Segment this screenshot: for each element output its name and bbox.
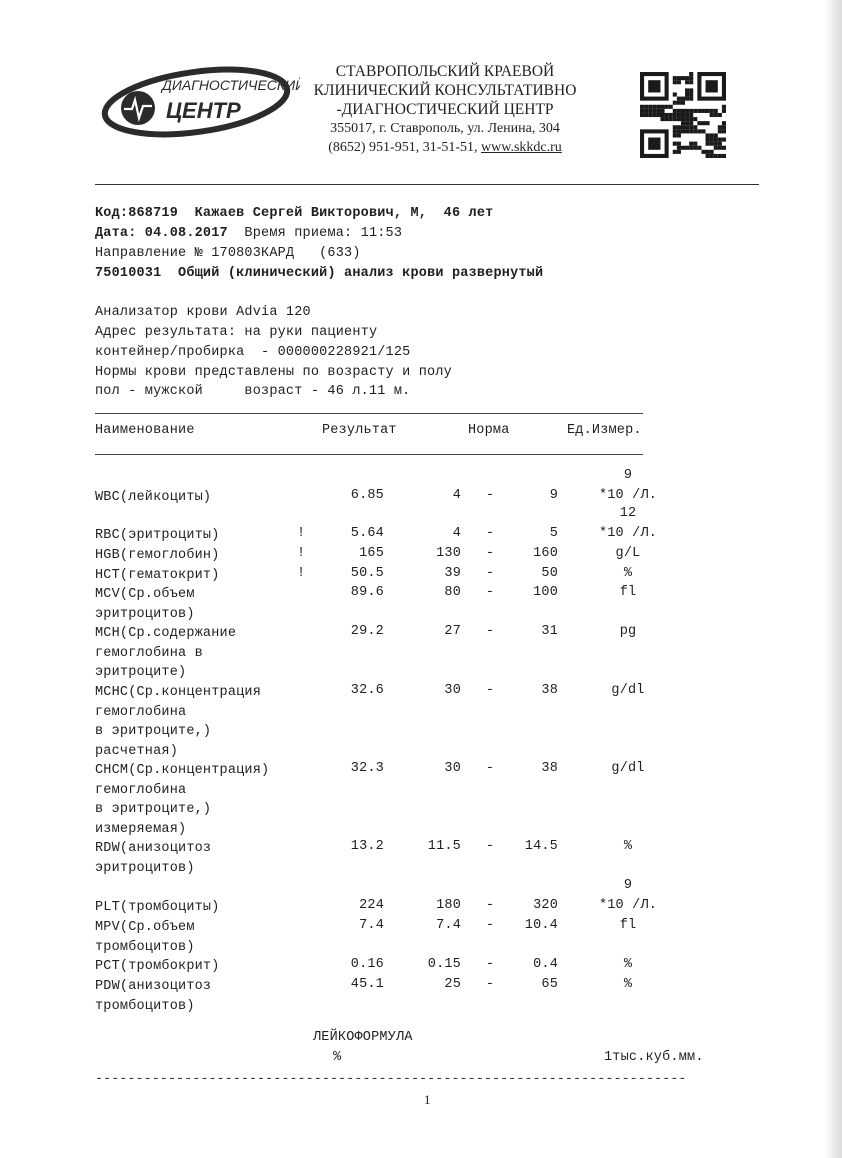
org-contacts [300, 138, 590, 157]
row-norm-dash: - [485, 566, 495, 581]
row-name: HGB(гемоглобин) [95, 548, 220, 563]
clinic-logo [100, 62, 300, 138]
qr-module [660, 105, 664, 109]
qr-module [681, 97, 685, 101]
qr-module [677, 101, 681, 105]
qr-module [677, 129, 681, 133]
row-norm-dash: - [485, 761, 495, 776]
row-name: MCH(Ср.содержание гемоглобина в эритроците) [95, 626, 237, 680]
row-norm-low: 30 [444, 761, 461, 776]
qr-module [685, 92, 689, 96]
qr-module [689, 129, 693, 133]
qr-module [718, 146, 722, 150]
row-norm-dash: - [485, 839, 495, 854]
qr-module [706, 142, 710, 146]
row-name: HCT(гематокрит) [95, 568, 220, 583]
qr-module [648, 113, 652, 117]
qr-code [640, 72, 726, 158]
qr-module [685, 80, 689, 84]
qr-module [677, 146, 681, 150]
qr-module [693, 117, 697, 121]
row-norm-high: 38 [541, 761, 558, 776]
test-code: 75010031 [95, 266, 162, 281]
row-norm-dash: - [485, 918, 495, 933]
row-name: PLT(тромбоциты) [95, 900, 220, 915]
qr-module [685, 117, 689, 121]
qr-module [706, 109, 710, 113]
qr-module [689, 146, 693, 150]
qr-module [722, 105, 726, 109]
leukoformula-percent-header: % [333, 1050, 342, 1065]
qr-module [697, 129, 701, 133]
row-norm-dash: - [485, 898, 495, 913]
row-name: RBC(эритроциты) [95, 528, 220, 543]
qr-module [681, 76, 685, 80]
row-norm-high: 0.4 [533, 957, 558, 972]
qr-module [689, 117, 693, 121]
row-unit-exponent: 9 [623, 468, 633, 483]
qr-module [701, 129, 705, 133]
row-norm-high: 38 [541, 683, 558, 698]
col-header-result: Результат [322, 423, 397, 438]
qr-module [710, 113, 714, 117]
analyzer-line: Анализатор крови Advia 120 [95, 305, 311, 320]
table-header-rule [95, 454, 643, 455]
org-address: 355017, г. Ставрополь, ул. Ленина, 304 [330, 121, 560, 136]
qr-module [669, 105, 673, 109]
row-flag: ! [297, 566, 306, 581]
row-result: 5.64 [350, 526, 384, 541]
qr-module [685, 76, 689, 80]
qr-module [714, 113, 718, 117]
qr-module [665, 117, 669, 121]
row-name: MPV(Ср.объем тромбоцитов) [95, 920, 195, 955]
header-divider [95, 184, 759, 185]
qr-module [640, 109, 644, 113]
qr-module [656, 109, 660, 113]
qr-module [722, 121, 726, 125]
row-norm-dash: - [485, 526, 495, 541]
row-unit-exponent: 9 [623, 878, 633, 893]
row-unit: % [623, 839, 633, 854]
row-result: 7.4 [359, 918, 384, 933]
qr-module [689, 88, 693, 92]
qr-module [673, 129, 677, 133]
qr-module [697, 121, 701, 125]
qr-module [677, 142, 681, 146]
qr-module [689, 109, 693, 113]
qr-module [673, 125, 677, 129]
row-name: MCV(Ср.объем эритроцитов) [95, 587, 195, 622]
qr-module [689, 76, 693, 80]
row-name: PCT(тромбокрит) [95, 959, 220, 974]
qr-module [640, 113, 644, 117]
qr-module [714, 138, 718, 142]
qr-module [722, 125, 726, 129]
row-flag: ! [297, 526, 306, 541]
qr-module [685, 113, 689, 117]
qr-module [677, 97, 681, 101]
row-norm-dash: - [485, 977, 495, 992]
qr-module [677, 150, 681, 154]
row-norm-dash: - [485, 683, 495, 698]
row-norm-high: 10.4 [524, 918, 558, 933]
qr-module [693, 142, 697, 146]
qr-module [681, 117, 685, 121]
qr-module [718, 154, 722, 158]
qr-module [685, 129, 689, 133]
row-result: 32.6 [350, 683, 384, 698]
qr-module [673, 133, 677, 137]
row-unit: % [623, 566, 633, 581]
result-address-line: Адрес результата: на руки пациенту [95, 325, 378, 340]
row-result: 50.5 [350, 566, 384, 581]
leukoformula-title: ЛЕЙКОФОРМУЛА [313, 1030, 413, 1045]
qr-module [706, 121, 710, 125]
row-unit: fl [619, 918, 637, 933]
qr-module [701, 121, 705, 125]
col-header-name: Наименование [95, 423, 195, 438]
qr-module [660, 117, 664, 121]
logo-text-1: ДИАГНОСТИЧЕСКИЙ [162, 77, 300, 93]
row-unit-exponent: 12 [619, 506, 637, 521]
page-number: 1 [424, 1092, 431, 1107]
org-name-1: СТАВРОПОЛЬСКИЙ КРАЕВОЙ [335, 63, 555, 80]
qr-module [718, 142, 722, 146]
row-unit: % [623, 957, 633, 972]
norms-line: Нормы крови представлены по возрасту и полу [95, 365, 452, 380]
row-norm-high: 31 [541, 624, 558, 639]
qr-module [689, 72, 693, 76]
row-norm-high: 65 [541, 977, 558, 992]
qr-module [693, 129, 697, 133]
row-norm-high: 5 [549, 526, 558, 541]
qr-module [681, 121, 685, 125]
row-norm-low: 25 [444, 977, 461, 992]
qr-module [689, 97, 693, 101]
qr-module [669, 117, 673, 121]
row-norm-low: 80 [444, 585, 461, 600]
qr-module [677, 80, 681, 84]
col-header-unit: Ед.Измер. [567, 423, 642, 438]
row-result: 89.6 [350, 585, 384, 600]
qr-module [714, 109, 718, 113]
qr-module [710, 154, 714, 158]
qr-module [681, 101, 685, 105]
qr-module [706, 150, 710, 154]
qr-module [677, 113, 681, 117]
qr-module [685, 109, 689, 113]
row-name: MCHC(Ср.концентрация гемоглобина в эритроците,) расчетная) [95, 685, 262, 759]
qr-module [693, 109, 697, 113]
row-unit: g/L [615, 546, 641, 561]
row-norm-low: 4 [452, 526, 461, 541]
patient-line: Код:868719 Кажаев Сергей Викторович, М, 46 лет [95, 206, 494, 221]
qr-module [673, 117, 677, 121]
leukoformula-abs-header: 1тыс.куб.мм. [604, 1050, 704, 1065]
row-unit: g/dl [611, 683, 645, 698]
qr-module [673, 109, 677, 113]
qr-module [644, 113, 648, 117]
qr-module [677, 125, 681, 129]
row-unit: *10 /Л. [598, 898, 658, 913]
qr-module [648, 138, 660, 150]
row-result: 29.2 [350, 624, 384, 639]
qr-module [648, 80, 660, 92]
qr-module [689, 125, 693, 129]
qr-module [652, 113, 656, 117]
qr-module [710, 109, 714, 113]
row-norm-low: 180 [436, 898, 461, 913]
qr-module [697, 146, 701, 150]
qr-module [681, 113, 685, 117]
row-norm-low: 0.15 [427, 957, 461, 972]
table-top-rule [95, 413, 643, 414]
qr-module [722, 109, 726, 113]
row-norm-high: 100 [533, 585, 558, 600]
row-norm-low: 130 [436, 546, 461, 561]
qr-module [718, 138, 722, 142]
row-norm-low: 7.4 [436, 918, 461, 933]
qr-module [722, 154, 726, 158]
row-norm-low: 39 [444, 566, 461, 581]
row-result: 224 [359, 898, 384, 913]
qr-module [693, 125, 697, 129]
row-unit: pg [619, 624, 637, 639]
row-name: CHCM(Ср.концентрация) гемоглобина в эритроците,) измеряемая) [95, 763, 270, 837]
row-result: 45.1 [350, 977, 384, 992]
qr-module [697, 109, 701, 113]
qr-module [714, 142, 718, 146]
qr-module [685, 121, 689, 125]
qr-module [656, 105, 660, 109]
row-norm-high: 50 [541, 566, 558, 581]
qr-module [648, 105, 652, 109]
qr-module [706, 133, 710, 137]
col-header-norm: Норма [468, 423, 510, 438]
qr-module [689, 92, 693, 96]
row-result: 165 [359, 546, 384, 561]
qr-module [665, 113, 669, 117]
qr-module [648, 109, 652, 113]
container-line: контейнер/пробирка - 000000228921/125 [95, 345, 411, 360]
qr-module [706, 154, 710, 158]
qr-module [685, 146, 689, 150]
visit-date: Дата: 04.08.2017 [95, 226, 228, 241]
test-title-line [95, 266, 543, 281]
logo-text-2: ЦЕНТР [166, 98, 241, 123]
qr-module [681, 129, 685, 133]
qr-module [718, 125, 722, 129]
qr-module [673, 92, 677, 96]
row-norm-low: 30 [444, 683, 461, 698]
row-unit: *10 /Л. [598, 526, 658, 541]
qr-module [689, 80, 693, 84]
qr-module [644, 105, 648, 109]
qr-module [722, 138, 726, 142]
page-edge-shadow [824, 0, 842, 1158]
qr-module [706, 138, 710, 142]
qr-module [640, 105, 644, 109]
row-norm-high: 14.5 [524, 839, 558, 854]
qr-module [714, 146, 718, 150]
row-norm-dash: - [485, 488, 495, 503]
qr-module [677, 117, 681, 121]
qr-module [710, 133, 714, 137]
qr-module [669, 113, 673, 117]
qr-module [673, 101, 677, 105]
qr-module [673, 113, 677, 117]
qr-module [718, 113, 722, 117]
dashed-separator: ------------------------------------------------------------------------- [95, 1072, 687, 1087]
org-phones: (8652) 951-951, 31-51-51, [328, 140, 482, 155]
row-norm-high: 320 [533, 898, 558, 913]
qr-module [681, 146, 685, 150]
qr-module [673, 80, 677, 84]
row-name: WBC(лейкоциты) [95, 490, 212, 505]
qr-module [673, 150, 677, 154]
row-result: 0.16 [350, 957, 384, 972]
qr-module [714, 154, 718, 158]
org-website-link[interactable]: www.skkdc.ru [481, 140, 562, 155]
qr-module [685, 97, 689, 101]
qr-module [685, 88, 689, 92]
qr-module [677, 76, 681, 80]
test-name: Общий (клинический) анализ крови развернутый [161, 266, 544, 281]
qr-module [706, 80, 718, 92]
row-norm-low: 4 [452, 488, 461, 503]
qr-module [693, 146, 697, 150]
row-norm-dash: - [485, 624, 495, 639]
qr-module [701, 150, 705, 154]
qr-module [689, 142, 693, 146]
visit-date-line [95, 226, 402, 241]
qr-module [660, 109, 664, 113]
visit-time: Время приема: 11:53 [227, 226, 403, 241]
qr-module [660, 113, 664, 117]
qr-module [685, 125, 689, 129]
row-result: 32.3 [350, 761, 384, 776]
row-unit: % [623, 977, 633, 992]
row-name: RDW(анизоцитоз эритроцитов) [95, 841, 212, 876]
qr-module [681, 125, 685, 129]
row-norm-dash: - [485, 957, 495, 972]
qr-module [710, 142, 714, 146]
org-name-2: КЛИНИЧЕСКИЙ КОНСУЛЬТАТИВНО [313, 82, 577, 99]
qr-module [689, 121, 693, 125]
referral-line: Направление № 170803КАРД (633) [95, 246, 361, 261]
qr-module [722, 146, 726, 150]
qr-module [665, 105, 669, 109]
row-norm-dash: - [485, 585, 495, 600]
row-unit: *10 /Л. [598, 488, 658, 503]
qr-module [714, 133, 718, 137]
qr-module [677, 109, 681, 113]
row-unit: fl [619, 585, 637, 600]
qr-module [677, 133, 681, 137]
row-norm-dash: - [485, 546, 495, 561]
organization-block [300, 62, 590, 157]
row-flag: ! [297, 546, 306, 561]
sex-age-line: пол - мужской возраст - 46 л.11 м. [95, 384, 411, 399]
qr-module [656, 113, 660, 117]
qr-module [710, 138, 714, 142]
qr-module [681, 109, 685, 113]
row-norm-low: 27 [444, 624, 461, 639]
qr-module [689, 113, 693, 117]
row-name: PDW(анизоцитоз тромбоцитов) [95, 979, 212, 1014]
row-unit: g/dl [611, 761, 645, 776]
qr-module [652, 105, 656, 109]
row-norm-high: 9 [549, 488, 558, 503]
qr-module [722, 129, 726, 133]
row-norm-low: 11.5 [427, 839, 461, 854]
row-result: 13.2 [350, 839, 384, 854]
qr-module [701, 109, 705, 113]
row-result: 6.85 [350, 488, 384, 503]
qr-module [652, 109, 656, 113]
qr-module [644, 109, 648, 113]
qr-module [673, 76, 677, 80]
qr-module [718, 129, 722, 133]
org-name-3: -ДИАГНОСТИЧЕСКИЙ ЦЕНТР [336, 101, 554, 118]
row-norm-high: 160 [533, 546, 558, 561]
qr-module [673, 142, 677, 146]
qr-module [710, 150, 714, 154]
